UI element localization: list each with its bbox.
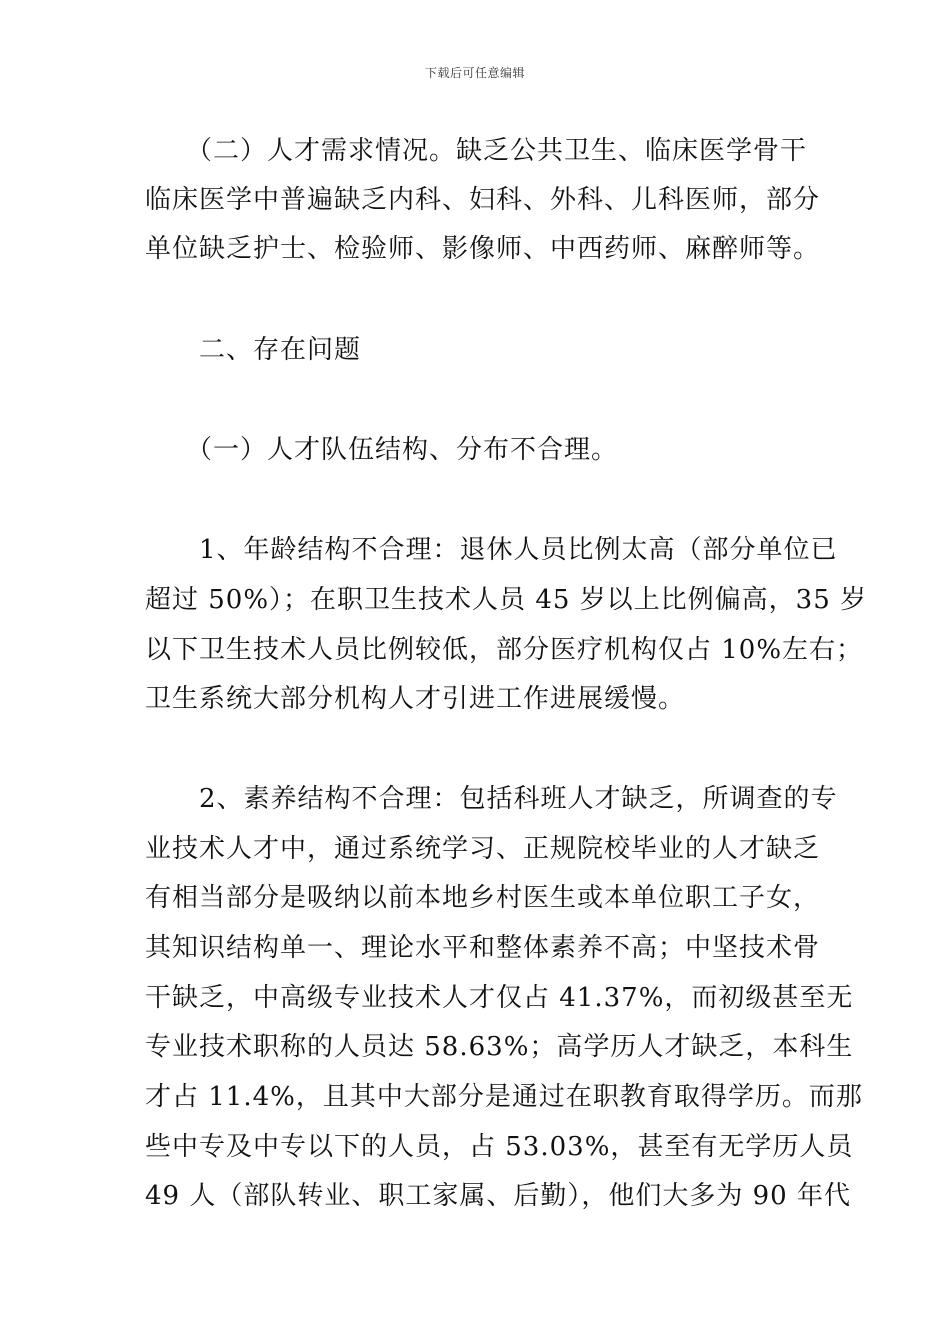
text-line: 2、素养结构不合理：包括科班人才缺乏，所调查的专 [145,784,838,814]
text-line: 干缺乏，中高级专业技术人才仅占 41.37%，而初级甚至无 [145,983,854,1013]
text-line: 才占 11.4%，且其中大部分是通过在职教育取得学历。而那 [145,1082,863,1112]
text-line: 临床医学中普遍缺乏内科、妇科、外科、儿科医师，部分 [145,185,821,215]
section-heading: 二、存在问题 [145,335,362,365]
text-line: 卫生系统大部分机构人才引进工作进展缓慢。 [145,684,686,714]
text-line: （二）人才需求情况。缺乏公共卫生、临床医学骨干 [145,136,808,166]
text-line: 以下卫生技术人员比例较低，部分医疗机构仅占 10%左右； [145,635,864,665]
text-line: 单位缺乏护士、检验师、影像师、中西药师、麻醉师等。 [145,234,821,264]
page-header: 下载后可任意编辑 [424,66,525,80]
text-line: 49 人（部队转业、职工家属、后勤），他们大多为 90 年代 [145,1181,851,1211]
text-line: 其知识结构单一、理论水平和整体素养不高；中坚技术骨 [145,933,821,963]
text-line: 1、年龄结构不合理：退休人员比例太高（部分单位已 [145,535,838,565]
text-line: 些中专及中专以下的人员，占 53.03%，甚至有无学历人员 [145,1132,854,1162]
text-line: 有相当部分是吸纳以前本地乡村医生或本单位职工子女， [145,883,821,913]
text-line: 业技术人才中，通过系统学习、正规院校毕业的人才缺乏 [145,834,821,864]
text-line: 专业技术职称的人员达 58.63%；高学历人才缺乏，本科生 [145,1032,854,1062]
subsection-heading: （一）人才队伍结构、分布不合理。 [145,435,619,465]
text-line: 超过 50%）；在职卫生技术人员 45 岁以上比例偏高，35 岁 [145,585,868,615]
